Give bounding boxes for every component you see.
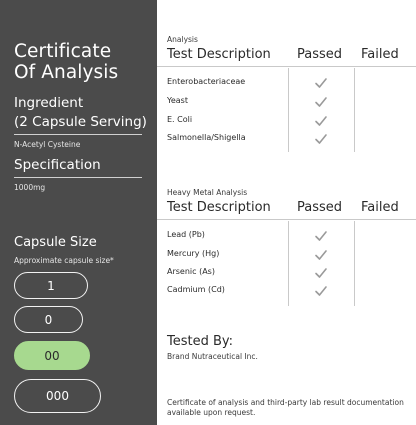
certificate-title-line2: Of Analysis <box>14 62 119 83</box>
analysis-section-label: Analysis <box>167 35 198 44</box>
capsule-size-button-00-selected[interactable]: 00 <box>14 341 90 370</box>
heavy-metal-row-label: Mercury (Hg) <box>167 249 220 258</box>
heavy-metal-header-passed: Passed <box>297 200 343 215</box>
heavy-metal-table-header <box>157 200 416 220</box>
heavy-metal-header-failed: Failed <box>361 200 399 215</box>
tested-by-title: Tested By: <box>167 334 234 349</box>
documentation-footnote: Certificate of analysis and third-party lab result documentation available upon request. <box>167 398 404 417</box>
analysis-header-failed: Failed <box>361 47 399 62</box>
heavy-metal-row-label: Arsenic (As) <box>167 267 215 276</box>
specification-value: 1000mg <box>14 183 46 192</box>
heavy-metal-section-label: Heavy Metal Analysis <box>167 188 248 197</box>
heavy-metal-header-description: Test Description <box>167 200 271 215</box>
right-panel <box>157 0 416 425</box>
specification-title: Specification <box>14 157 101 173</box>
check-icon <box>314 77 328 89</box>
analysis-row-label: E. Coli <box>167 115 193 124</box>
check-icon <box>314 230 328 242</box>
ingredient-title <box>14 94 147 132</box>
ingredient-title-line2: (2 Capsule Serving) <box>14 114 147 130</box>
capsule-size-title: Capsule Size <box>14 235 97 250</box>
analysis-row-label: Enterobacteriaceae <box>167 77 246 86</box>
capsule-size-button-000[interactable]: 000 <box>14 379 101 413</box>
check-icon <box>314 249 328 261</box>
analysis-table-header <box>157 47 416 67</box>
analysis-row-label: Yeast <box>167 96 188 105</box>
left-panel <box>0 0 157 425</box>
analysis-row-label: Salmonella/Shigella <box>167 133 246 142</box>
heavy-metal-column-divider-1 <box>288 221 289 306</box>
certificate-title <box>14 41 118 83</box>
tested-by-value: Brand Nutraceutical Inc. <box>167 352 258 361</box>
ingredient-title-line1: Ingredient <box>14 95 84 111</box>
heavy-metal-column-divider-2 <box>354 221 355 306</box>
ingredient-value: N-Acetyl Cysteine <box>14 140 81 149</box>
certificate-title-line1: Certificate <box>14 41 112 62</box>
analysis-header-description: Test Description <box>167 47 271 62</box>
check-icon <box>314 285 328 297</box>
check-icon <box>314 267 328 279</box>
heavy-metal-row-label: Cadmium (Cd) <box>167 285 225 294</box>
analysis-header-passed: Passed <box>297 47 343 62</box>
capsule-size-button-0[interactable]: 0 <box>14 306 83 333</box>
check-icon <box>314 133 328 145</box>
specification-divider <box>14 177 142 178</box>
analysis-column-divider-1 <box>288 68 289 152</box>
check-icon <box>314 96 328 108</box>
capsule-size-subtitle: Approximate capsule size* <box>14 256 114 265</box>
analysis-column-divider-2 <box>354 68 355 152</box>
capsule-size-button-1[interactable]: 1 <box>14 272 88 299</box>
check-icon <box>314 115 328 127</box>
ingredient-divider <box>14 134 142 135</box>
heavy-metal-row-label: Lead (Pb) <box>167 230 205 239</box>
